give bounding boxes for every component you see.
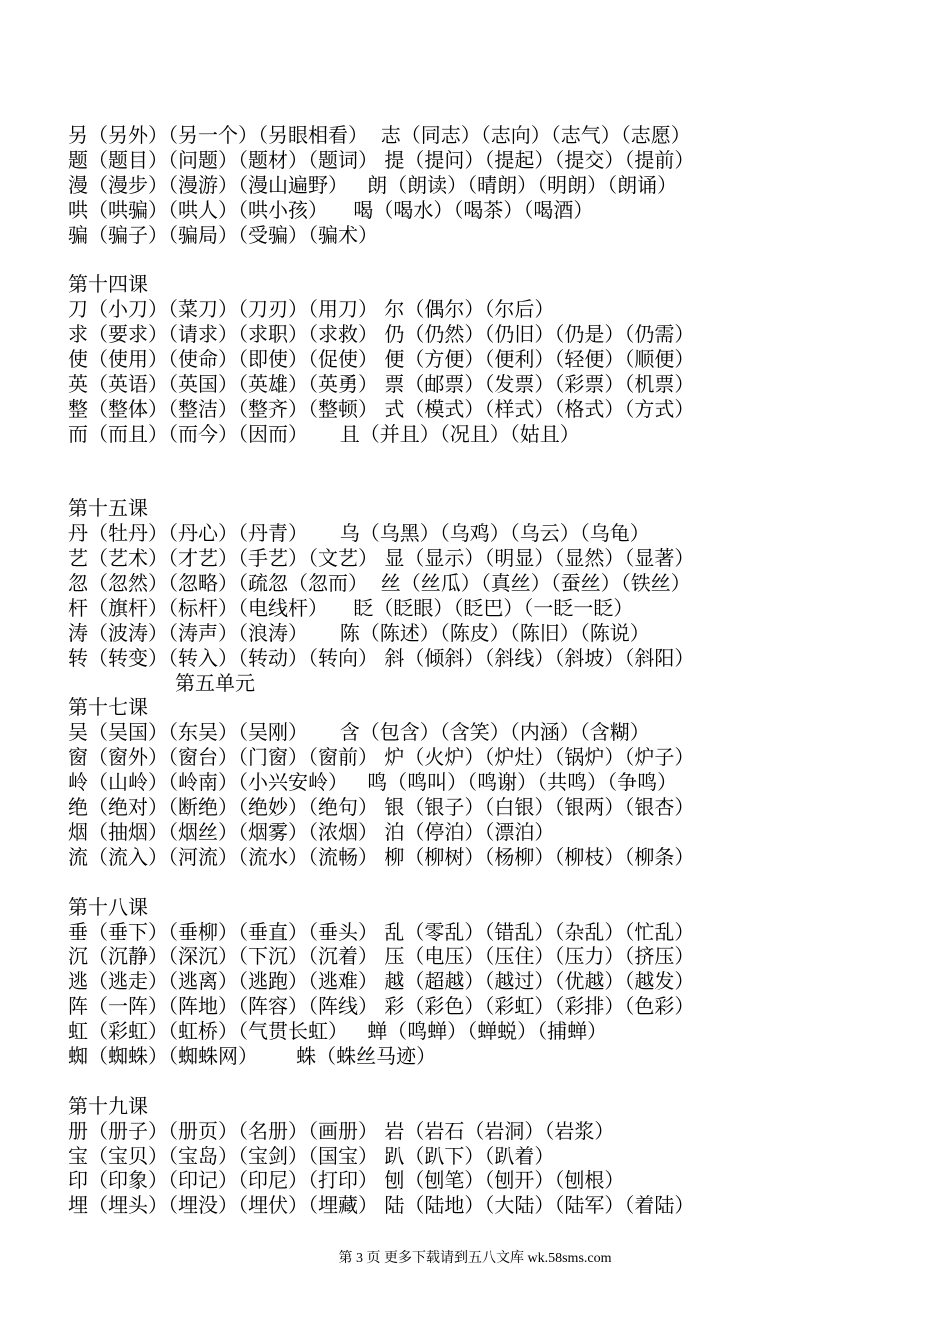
lesson-heading: 第十七课 <box>68 695 148 720</box>
vocab-line: 使（使用）（使命）（即使）（促使） 便（方便）（便利）（轻便）（顺便） <box>68 347 695 372</box>
vocab-line: 另（另外）（另一个）（另眼相看） 志（同志）（志向）（志气）（志愿） <box>68 123 691 147</box>
vocab-line: 整（整体）（整洁）（整齐）（整顿） 式（模式）（样式）（格式）（方式） <box>68 396 695 421</box>
vocab-line: 骗（骗子）（骗局）（受骗）（骗术） <box>68 222 378 247</box>
vocab-line: 丹（牡丹）（丹心）（丹青） 乌（乌黑）（乌鸡）（乌云）（乌龟） <box>68 521 650 546</box>
vocab-line: 英（英语）（英国）（英雄）（英勇） 票（邮票）（发票）（彩票）（机票） <box>68 371 695 396</box>
vocab-line: 哄（哄骗）（哄人）（哄小孩） 喝（喝水）（喝茶）（喝酒） <box>68 197 594 222</box>
vocab-line: 流（流入）（河流）（流水）（流畅） 柳（柳树）（杨柳）（柳枝）（柳条） <box>68 844 695 869</box>
blank-line <box>68 471 868 496</box>
vocab-line: 垂（垂下）（垂柳）（垂直）（垂头） 乱（零乱）（错乱）（杂乱）（忙乱） <box>68 919 695 944</box>
lesson-heading: 第十九课 <box>68 1093 148 1118</box>
vocab-line: 沉（沉静）（深沉）（下沉）（沉着） 压（电压）（压住）（压力）（挤压） <box>68 944 695 969</box>
vocab-line: 刀（小刀）（菜刀）（刀刃）（用刀） 尔（偶尔）（尔后） <box>68 297 555 322</box>
vocab-line: 印（印象）（印记）（印尼）（打印） 刨（刨笔）（刨开）（刨根） <box>68 1168 625 1193</box>
unit-heading: 第五单元 <box>175 670 255 695</box>
vocab-line: 忽（忽然）（忽略）（疏忽（忽而） 丝（丝瓜）（真丝）（蚕丝）（铁丝） <box>68 571 691 596</box>
vocab-line: 涛（波涛）（涛声）（浪涛） 陈（陈述）（陈皮）（陈旧）（陈说） <box>68 620 650 645</box>
vocab-line: 杆（旗杆）（标杆）（电线杆） 眨（眨眼）（眨巴）（一眨一眨） <box>68 595 634 620</box>
blank-line <box>68 870 868 895</box>
vocab-line: 绝（绝对）（断绝）（绝妙）（绝句） 银（银子）（白银）（银两）（银杏） <box>68 795 695 820</box>
vocab-line: 求（要求）（请求）（求职）（求救） 仍（仍然）（仍旧）（仍是）（仍需） <box>68 322 695 347</box>
vocab-line: 漫（漫步）（漫游）（漫山遍野） 朗（朗读）（晴朗）（明朗）（朗诵） <box>68 172 678 197</box>
vocab-line: 题（题目）（问题）（题材）（题词） 提（提问）（提起）（提交）（提前） <box>68 147 695 172</box>
blank-line <box>68 447 868 472</box>
vocab-line: 蜘（蜘蛛）（蜘蛛网） 蛛（蛛丝马迹） <box>68 1043 437 1068</box>
lesson-heading: 第十五课 <box>68 496 148 521</box>
document-body <box>68 123 868 1218</box>
vocab-line: 埋（埋头）（埋没）（埋伏）（埋藏） 陆（陆地）（大陆）（陆军）（着陆） <box>68 1193 695 1218</box>
vocab-line: 逃（逃走）（逃离）（逃跑）（逃难） 越（超越）（越过）（优越）（越发） <box>68 969 695 994</box>
page-footer: 第 3 页 更多下载请到五八文库 wk.58sms.com <box>338 1251 612 1266</box>
vocab-line: 阵（一阵）（阵地）（阵容）（阵线） 彩（彩色）（彩虹）（彩排）（色彩） <box>68 994 695 1019</box>
blank-line <box>68 1069 868 1094</box>
lesson-heading: 第十四课 <box>68 272 148 297</box>
lesson-heading: 第十八课 <box>68 894 148 919</box>
blank-line <box>68 247 868 272</box>
vocab-line: 艺（艺术）（才艺）（手艺）（文艺） 显（显示）（明显）（显然）（显著） <box>68 546 695 571</box>
vocab-line: 窗（窗外）（窗台）（门窗）（窗前） 炉（火炉）（炉灶）（锅炉）（炉子） <box>68 745 695 770</box>
vocab-line: 烟（抽烟）（烟丝）（烟雾）（浓烟） 泊（停泊）（漂泊） <box>68 819 555 844</box>
vocab-line: 吴（吴国）（东吴）（吴刚） 含（包含）（含笑）（内涵）（含糊） <box>68 720 650 745</box>
vocab-line: 宝（宝贝）（宝岛）（宝剑）（国宝） 趴（趴下）（趴着） <box>68 1143 555 1168</box>
vocab-line: 而（而且）（而今）（因而） 且（并且）（况且）（姑且） <box>68 421 580 446</box>
vocab-line: 岭（山岭）（岭南）（小兴安岭） 鸣（鸣叫）（鸣谢）（共鸣）（争鸣） <box>68 770 678 795</box>
vocab-line: 转（转变）（转入）（转动）（转向） 斜（倾斜）（斜线）（斜坡）（斜阳） <box>68 645 695 670</box>
vocab-line: 虹（彩虹）（虹桥）（气贯长虹） 蝉（鸣蝉）（蝉蜕）（捕蝉） <box>68 1019 608 1044</box>
vocab-line: 册（册子）（册页）（名册）（画册） 岩（岩石（岩洞）（岩浆） <box>68 1118 615 1143</box>
